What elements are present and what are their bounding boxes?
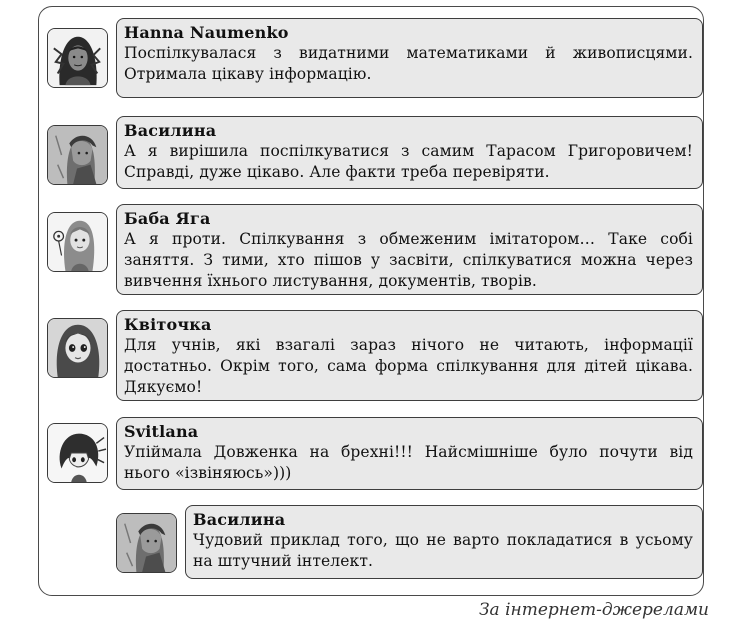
- source-attribution: За інтернет-джерелами: [478, 600, 709, 620]
- comment-text: Упіймала Довженка на брехні!!! Найсмішніше було почути від нього «ізвіняюсь»))): [124, 443, 693, 482]
- comment-text: А я вирішила поспілкуватися з самим Тарасом Григоровичем! Справді, дуже цікаво. Але факти треба перевіряти.: [124, 142, 693, 181]
- comment-author: Svitlana: [124, 422, 199, 441]
- comment-text: Для учнів, які взагалі зараз нічого не читають, інформації достатньо. Окрім того, сама форма спілкування для дітей цікава. Дякуємо!: [124, 336, 693, 396]
- comment-text: Поспілкувалася з видатними математиками й живописцями. Отримала цікаву інформацію.: [124, 44, 693, 83]
- comment-bubble: [116, 18, 703, 98]
- comment-bubble: [116, 417, 703, 490]
- woman-with-scarf-avatar-icon: [116, 513, 177, 573]
- comment-author: Квіточка: [124, 315, 212, 334]
- comment-text: Чудовий приклад того, що не варто покладатися в усьому на штучний інтелект.: [193, 531, 693, 570]
- comment-author: Hanna Naumenko: [124, 23, 289, 42]
- comment-bubble: [116, 310, 703, 401]
- comment-author: Василина: [193, 510, 286, 529]
- comment-bubble: [116, 204, 703, 295]
- comment-bubble: [116, 116, 703, 189]
- anime-girl-avatar-icon: [47, 423, 108, 483]
- woman-with-scarf-avatar-icon: [47, 125, 108, 185]
- comment-author: Баба Яга: [124, 209, 211, 228]
- big-eyed-girl-avatar-icon: [47, 318, 108, 378]
- long-haired-girl-with-flower-avatar-icon: [47, 212, 108, 272]
- comment-text: А я проти. Спілкування з обмеженим імітатором… Таке собі заняття. З тими, хто пішов у засвіти, спілкуватися можна через вивчення їхнього листування, документів, творів.: [124, 230, 693, 290]
- comment-bubble: [185, 505, 703, 579]
- dark-haired-woman-avatar-icon: [47, 28, 108, 88]
- comment-author: Василина: [124, 121, 217, 140]
